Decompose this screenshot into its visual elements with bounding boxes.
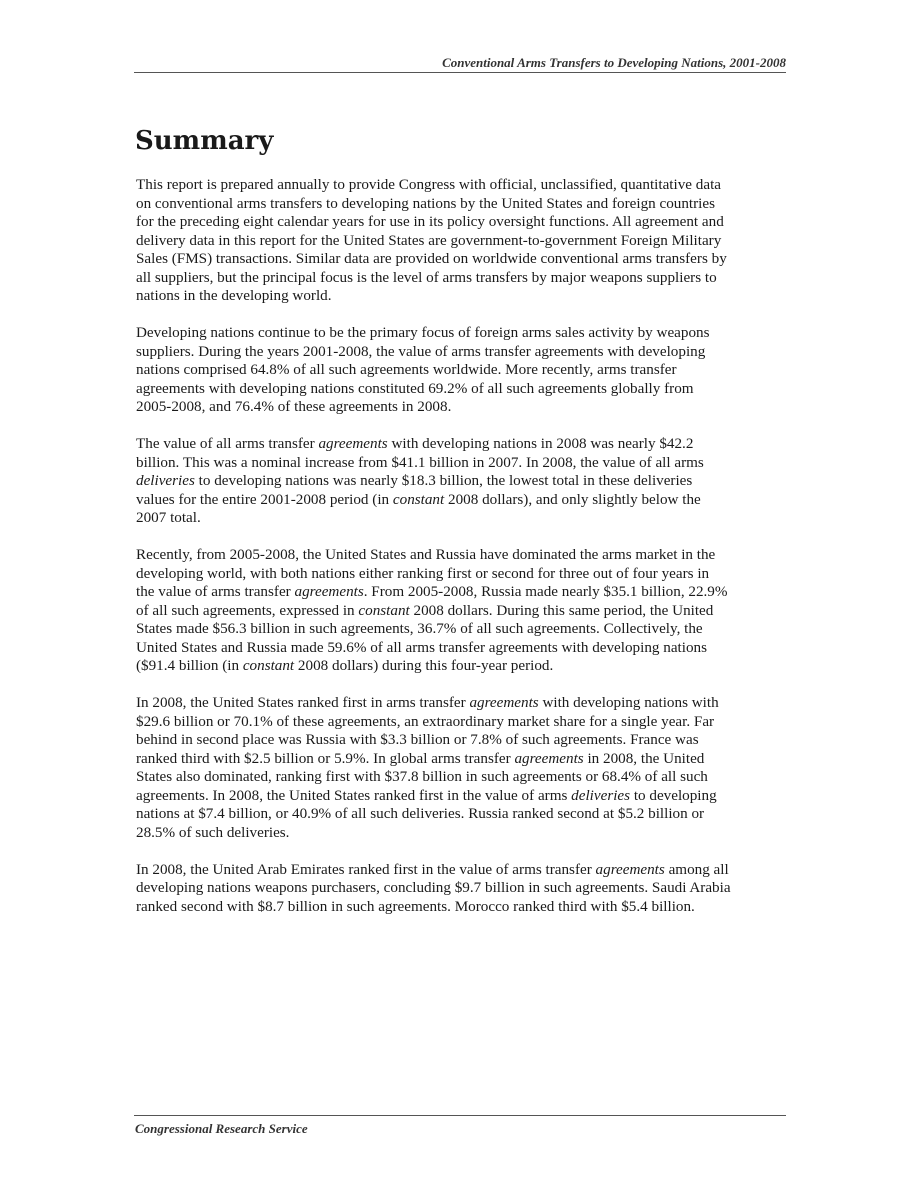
paragraph-6 <box>136 861 788 917</box>
summary-body <box>136 176 788 935</box>
paragraph-text: The value of all arms transfer <box>136 435 319 452</box>
paragraph-2 <box>136 324 788 417</box>
paragraph-4 <box>136 546 788 676</box>
paragraph-text: In 2008, the United States ranked first in arms transfer <box>136 694 470 711</box>
footer-divider <box>134 1115 786 1116</box>
paragraph-text: Developing nations continue to be the primary focus of foreign arms sales activity by weapons suppliers. During the years 2001-2008, the value of arms transfer agreements with developing nations comprised 64.8% of all such agreements worldwide. More recently, arms transfer agreements with developing nations constituted 69.2% of all such agreements globally from 2005-2008, and 76.4% of these agreements in 2008. <box>136 324 710 415</box>
paragraph-5 <box>136 694 788 842</box>
paragraph-text: 2008 dollars) during this four-year period. <box>294 657 554 674</box>
emphasized-term: agreements <box>514 749 584 767</box>
emphasized-term: agreements <box>294 583 364 600</box>
paragraph-3 <box>136 435 788 528</box>
running-header: Conventional Arms Transfers to Developing Nations, 2001-2008 <box>442 55 786 70</box>
emphasized-term: deliveries <box>136 472 195 489</box>
paragraph-text: 2008 dollars. During this same period, the United States made $56.3 billion in such agreements, 36.7% of all such agreements. Collectively, the United States and Russia made 59.6% of all arms transfer agreements with developing nations ($91.4 billion (in <box>136 601 714 674</box>
paragraph-text: This report is prepared annually to provide Congress with official, unclassified, quantitative data on conventional arms transfers to developing nations by the United States and foreign countries for the preceding eight calendar years for use in its policy oversight functions. All agreement and delivery data in this report for the United States are government-to-government Foreign Military Sales (FMS) transactions. Similar data are provided on worldwide conventional arms transfers by all suppliers, but the principal focus is the level of arms transfers by major weapons suppliers to nations in the developing world. <box>136 176 727 304</box>
emphasized-term: constant <box>392 490 445 508</box>
paragraph-text: Recently, from 2005-2008, the United States and Russia have dominated the arms market in the developing world, with both nations either ranking first or second for three out of four years in the value of arms transfer <box>136 546 716 600</box>
paragraph-text: . From 2005-2008, Russia made nearly $35.1 billion, 22.9% of all such agreements, expressed in <box>136 583 728 619</box>
paragraph-text: In 2008, the United Arab Emirates ranked first in the value of arms transfer <box>136 860 596 878</box>
paragraph-text: with developing nations with $29.6 billion or 70.1% of these agreements, an extraordinary market share for a single year. Far behind in second place was Russia with $3.3 billion or 7.8% of such agreements. France was ranked third with $2.5 billion or 5.9%. In global arms transfer <box>136 694 719 767</box>
emphasized-term: agreements <box>469 694 539 711</box>
emphasized-term: constant <box>358 601 410 619</box>
emphasized-term: agreements <box>318 435 388 452</box>
emphasized-term: constant <box>242 657 295 674</box>
emphasized-term: deliveries <box>571 786 631 804</box>
paragraph-text: with developing nations in 2008 was nearly $42.2 billion. This was a nominal increase from $41.1 billion in 2007. In 2008, the value of all arms <box>136 435 704 471</box>
paragraph-text: to developing nations was nearly $18.3 billion, the lowest total in these deliveries values for the entire 2001-2008 period (in <box>136 472 693 508</box>
running-footer: Congressional Research Service <box>135 1121 308 1136</box>
emphasized-term: agreements <box>595 860 665 878</box>
paragraph-text: 2008 dollars), and only slightly below the 2007 total. <box>136 490 701 526</box>
paragraph-text: among all developing nations weapons purchasers, concluding $9.7 billion in such agreements. Saudi Arabia ranked second with $8.7 billion in such agreements. Morocco ranked third with $5.4 billion. <box>136 860 731 915</box>
paragraph-1 <box>136 176 788 306</box>
paragraph-text: to developing nations at $7.4 billion, or 40.9% of all such deliveries. Russia ranked second at $5.2 billion or 28.5% of such deliveries. <box>136 786 717 841</box>
page-title: Summary <box>135 126 274 156</box>
header-divider <box>134 72 786 73</box>
paragraph-text: in 2008, the United States also dominated, ranking first with $37.8 billion in such agreements or 68.4% of all such agreements. In 2008, the United States ranked first in the value of arms <box>136 749 708 804</box>
